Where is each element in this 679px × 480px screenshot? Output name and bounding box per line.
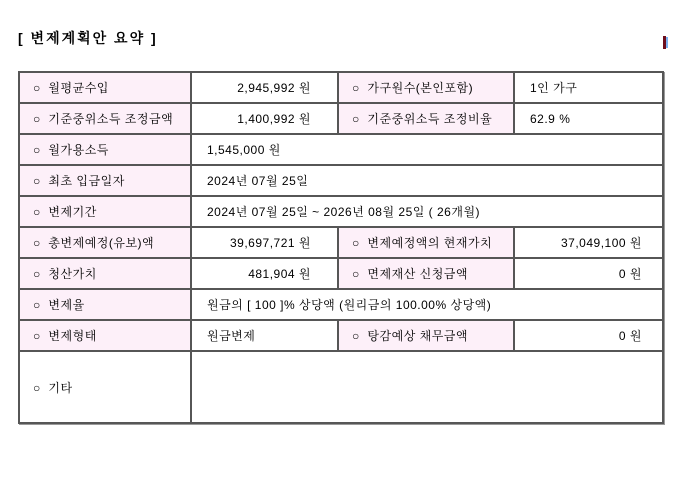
row-etc xyxy=(19,351,663,423)
first-deposit-date-value: 2024년 07월 25일 xyxy=(191,165,663,196)
row-monthly-income-household xyxy=(19,72,663,103)
monthly-average-income-value: 2,945,992 원 xyxy=(191,72,338,103)
median-income-adjustment-ratio-label: ○ 기준중위소득 조정비율 xyxy=(338,103,514,134)
expected-debt-reduction-label: ○ 탕감예상 채무금액 xyxy=(338,320,514,351)
row-total-expected-repayment xyxy=(19,227,663,258)
repayment-type-value: 원금변제 xyxy=(191,320,338,351)
exempt-property-amount-label: ○ 면제재산 신청금액 xyxy=(338,258,514,289)
row-repayment-type xyxy=(19,320,663,351)
total-expected-repayment-label: ○ 총변제예정(유보)액 xyxy=(19,227,191,258)
median-income-adjusted-amount-value: 1,400,992 원 xyxy=(191,103,338,134)
etc-label: ○ 기타 xyxy=(19,351,191,423)
repayment-summary-table xyxy=(18,71,664,424)
edge-mark-blue-bar xyxy=(666,37,668,48)
total-expected-repayment-value: 39,697,721 원 xyxy=(191,227,338,258)
monthly-disposable-income-label: ○ 월가용소득 xyxy=(19,134,191,165)
clipped-edge-mark xyxy=(663,36,668,49)
repayment-present-value-value: 37,049,100 원 xyxy=(514,227,663,258)
exempt-property-amount-value: 0 원 xyxy=(514,258,663,289)
repayment-period-label: ○ 변제기간 xyxy=(19,196,191,227)
repayment-type-label: ○ 변제형태 xyxy=(19,320,191,351)
median-income-adjusted-amount-label: ○ 기준중위소득 조정금액 xyxy=(19,103,191,134)
household-members-value: 1인 가구 xyxy=(514,72,663,103)
repayment-present-value-label: ○ 변제예정액의 현재가치 xyxy=(338,227,514,258)
row-repayment-rate xyxy=(19,289,663,320)
repayment-rate-value: 원금의 [ 100 ]% 상당액 (원리금의 100.00% 상당액) xyxy=(191,289,663,320)
row-monthly-disposable-income xyxy=(19,134,663,165)
summary-table-body xyxy=(19,72,663,423)
household-members-label: ○ 가구원수(본인포함) xyxy=(338,72,514,103)
page-title: [ 변제계획안 요약 ] xyxy=(18,30,158,46)
row-first-deposit-date xyxy=(19,165,663,196)
expected-debt-reduction-value: 0 원 xyxy=(514,320,663,351)
row-liquidation-value xyxy=(19,258,663,289)
liquidation-value-value: 481,904 원 xyxy=(191,258,338,289)
repayment-period-value: 2024년 07월 25일 ~ 2026년 08월 25일 ( 26개월) xyxy=(191,196,663,227)
liquidation-value-label: ○ 청산가치 xyxy=(19,258,191,289)
monthly-disposable-income-value: 1,545,000 원 xyxy=(191,134,663,165)
median-income-adjustment-ratio-value: 62.9 % xyxy=(514,103,663,134)
first-deposit-date-label: ○ 최초 입금일자 xyxy=(19,165,191,196)
row-median-income-adjustment xyxy=(19,103,663,134)
repayment-rate-label: ○ 변제율 xyxy=(19,289,191,320)
row-repayment-period xyxy=(19,196,663,227)
monthly-average-income-label: ○ 월평균수입 xyxy=(19,72,191,103)
etc-value xyxy=(191,351,663,423)
